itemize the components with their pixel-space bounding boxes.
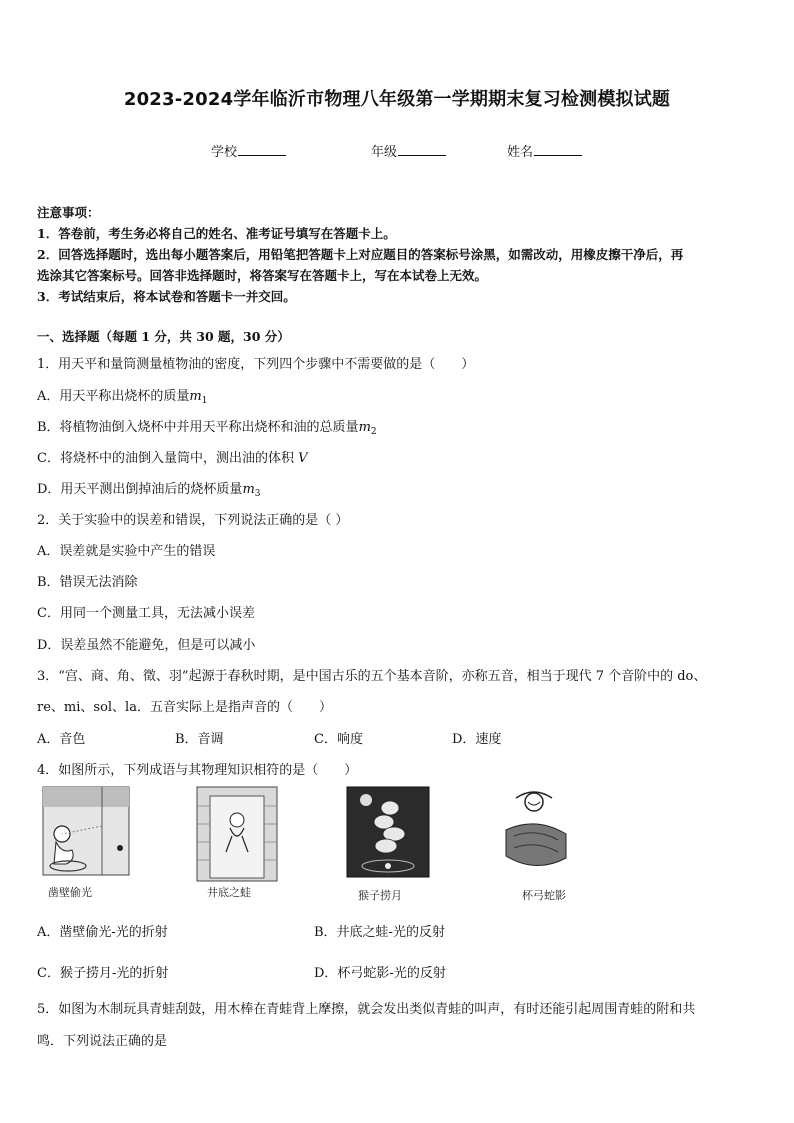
school-field[interactable] <box>211 141 286 160</box>
option-text: D．用天平测出倒掉油后的烧杯质量 <box>37 482 243 497</box>
question-4-options-row1 <box>37 921 759 939</box>
student-info-fields <box>0 141 794 161</box>
question-1-option-b[interactable] <box>37 416 377 437</box>
question-4-option-b[interactable]: B．井底之蛙-光的反射 <box>314 925 445 940</box>
monkeys-moon-illustration <box>346 786 430 878</box>
page-title: 2023-2024学年临沂市物理八年级第一学期期末复习检测模拟试题 <box>123 89 671 110</box>
grade-label: 年级 <box>371 145 398 160</box>
notice-item: 1．答卷前，考生务必将自己的姓名、准考证号填写在答题卡上。 <box>37 226 396 241</box>
notice-block <box>37 202 759 307</box>
subscript: 3 <box>254 489 261 499</box>
question-4-option-a[interactable]: A．凿壁偷光-光的折射 <box>37 925 168 940</box>
variable: m <box>358 420 371 435</box>
question-3-stem-line1: 3．“宫、商、角、徵、羽”起源于春秋时期，是中国古乐的五个基本音阶，亦称五音，相当于现代 7 个音阶中的 do、 <box>37 669 707 684</box>
question-2-option-a[interactable]: A．误差就是实验中产生的错误 <box>37 544 216 559</box>
figure-caption: 猴子捞月 <box>358 889 402 902</box>
school-label: 学校 <box>211 145 238 160</box>
cup-bow-illustration <box>494 786 580 878</box>
question-4-option-c[interactable]: C．猴子捞月-光的折射 <box>37 966 169 981</box>
variable: m <box>189 389 202 404</box>
name-label: 姓名 <box>507 145 534 160</box>
option-text: C．将烧杯中的油倒入量筒中，测出油的体积 <box>37 451 294 466</box>
option-text: A．用天平称出烧杯的质量 <box>37 389 190 404</box>
question-2-option-c[interactable]: C．用同一个测量工具，无法减小误差 <box>37 606 255 621</box>
question-1-option-d[interactable] <box>37 478 261 499</box>
figure-frog-well <box>196 786 278 882</box>
question-4-stem: 4．如图所示，下列成语与其物理知识相符的是（ ） <box>37 763 358 778</box>
figure-caption: 井底之蛙 <box>207 886 251 899</box>
name-blank[interactable] <box>534 143 582 156</box>
question-4-figures <box>0 786 794 906</box>
question-5-stem-line1: 5．如图为木制玩具青蛙刮鼓，用木棒在青蛙背上摩擦，就会发出类似青蛙的叫声，有时还能引起周围青蛙的附和共 <box>37 1002 696 1017</box>
frog-well-illustration <box>196 786 278 882</box>
question-2-option-d[interactable]: D．误差虽然不能避免，但是可以减小 <box>37 638 256 653</box>
question-4-option-d[interactable]: D．杯弓蛇影-光的反射 <box>314 966 446 981</box>
question-1-option-c[interactable] <box>37 447 307 466</box>
school-blank[interactable] <box>238 143 286 156</box>
notice-item: 选涂其它答案标号。回答非选择题时，将答案写在答题卡上，写在本试卷上无效。 <box>37 268 488 283</box>
question-1-stem: 1．用天平和量筒测量植物油的密度，下列四个步骤中不需要做的是（ ） <box>37 357 475 372</box>
option-text: B．将植物油倒入烧杯中并用天平称出烧杯和油的总质量 <box>37 420 359 435</box>
question-2-option-b[interactable]: B．错误无法消除 <box>37 575 138 590</box>
figure-cup-bow <box>494 786 580 878</box>
question-3-option-d[interactable]: D．速度 <box>452 732 502 747</box>
variable: V <box>298 451 308 466</box>
question-1-option-a[interactable] <box>37 385 207 406</box>
question-3-option-a[interactable]: A．音色 <box>37 732 86 747</box>
figure-caption: 杯弓蛇影 <box>522 889 566 902</box>
grade-field[interactable] <box>371 141 446 160</box>
subscript: 2 <box>370 427 377 437</box>
figure-wall-light <box>42 786 130 876</box>
grade-blank[interactable] <box>398 143 446 156</box>
wall-light-illustration <box>42 786 130 876</box>
question-3-options <box>37 728 759 746</box>
question-4-options-row2 <box>37 962 759 980</box>
question-2-stem: 2．关于实验中的误差和错误，下列说法正确的是（ ） <box>37 513 349 528</box>
question-5-stem-line2: 鸣．下列说法正确的是 <box>37 1034 168 1049</box>
name-field[interactable] <box>507 141 582 160</box>
section-title: 一、选择题（每题 1 分，共 30 题，30 分） <box>37 329 290 344</box>
notice-heading: 注意事项： <box>37 205 100 220</box>
question-3-option-c[interactable]: C．响度 <box>314 732 363 747</box>
subscript: 1 <box>201 396 208 406</box>
notice-item: 2．回答选择题时，选出每小题答案后，用铅笔把答题卡上对应题目的答案标号涂黑，如需改动，用橡皮擦干净后，再 <box>37 247 684 262</box>
question-3-option-b[interactable]: B．音调 <box>175 732 224 747</box>
figure-caption: 凿壁偷光 <box>48 886 92 899</box>
notice-item: 3．考试结束后，将本试卷和答题卡一并交回。 <box>37 289 296 304</box>
variable: m <box>242 482 255 497</box>
question-3-stem-line2: re、mi、sol、la．五音实际上是指声音的（ ） <box>37 700 332 715</box>
figure-monkeys-moon <box>346 786 430 878</box>
